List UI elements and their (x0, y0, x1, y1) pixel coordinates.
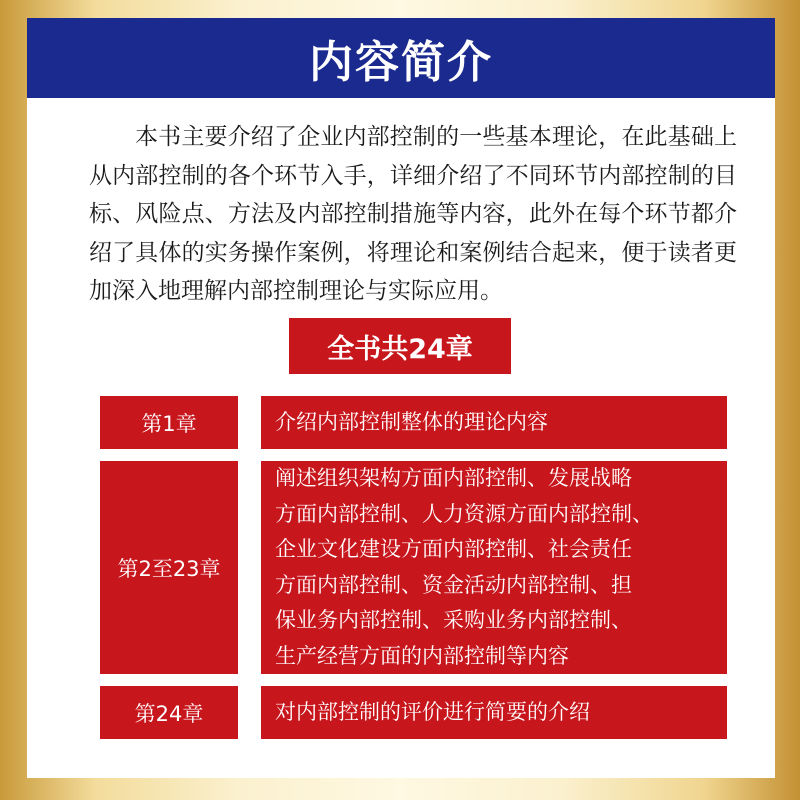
chapter-desc-line: 方面内部控制、资金活动内部控制、担 (275, 572, 632, 597)
page-title: 内容简介 (309, 37, 493, 88)
chapter-desc-text-1 (275, 405, 548, 441)
chapter-desc-line: 对内部控制的评价进行简要的介绍 (275, 699, 590, 724)
intro-paragraph: 本书主要介绍了企业内部控制的一些基本理论，在此基础上从内部控制的各个环节入手，详细介绍了不同环节内部控制的目标、风险点、方法及内部控制措施等内容，此外在每个环节都介绍了具体的实务操作案例，将理论和案例结合起来，便于读者更加深入地理解内部控制理论与实际应用。 (89, 124, 737, 304)
chapter-desc-text-3 (275, 695, 590, 731)
chapter-desc-line: 阐述组织架构方面内部控制、发展战略 (275, 466, 632, 490)
chapter-desc-1 (261, 396, 727, 449)
chapter-desc-line: 介绍内部控制整体的理论内容 (275, 409, 548, 434)
chapter-desc-line: 生产经营方面的内部控制等内容 (275, 643, 569, 668)
chapter-label-2: 第2至23章 (100, 461, 238, 674)
chapters-count-banner: 全书共24章 (289, 318, 511, 374)
chapter-desc-2 (261, 461, 727, 674)
chapter-label-3: 第24章 (100, 686, 238, 739)
chapter-label-1: 第1章 (100, 396, 238, 449)
chapter-desc-line: 方面内部控制、人力资源方面内部控制、 (275, 501, 653, 526)
header-bar (27, 18, 775, 98)
chapter-desc-text-2 (275, 461, 653, 674)
content-card (27, 18, 775, 778)
chapter-desc-line: 保业务内部控制、采购业务内部控制、 (275, 608, 632, 632)
chapter-desc-3 (261, 686, 727, 739)
chapter-desc-line: 企业文化建设方面内部控制、社会责任 (275, 537, 632, 561)
